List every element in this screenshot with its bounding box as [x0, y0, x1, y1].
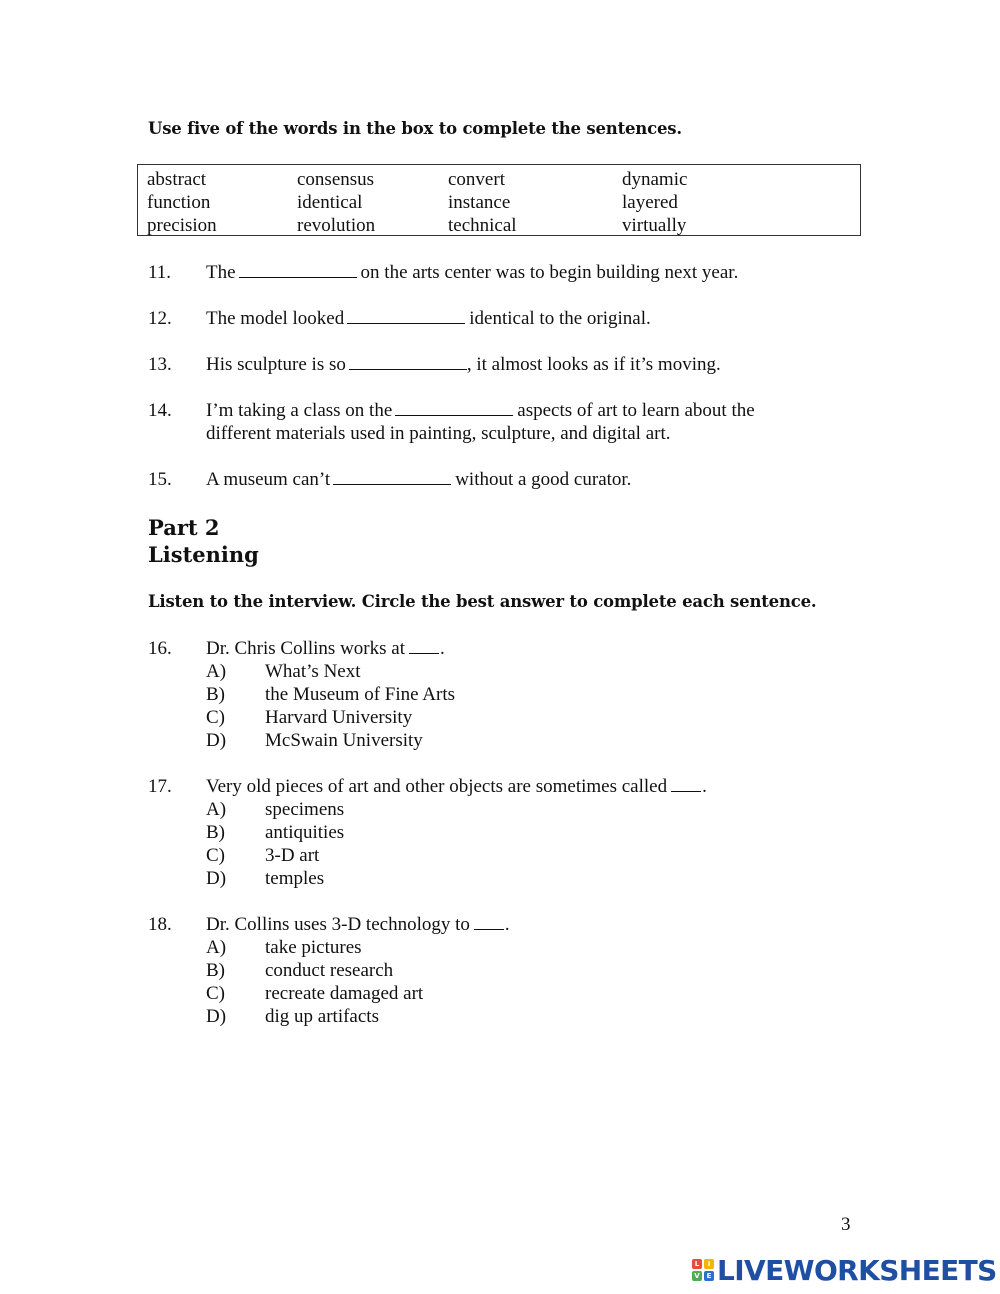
listening-instruction: Listen to the interview. Circle the best answer to complete each sentence.: [148, 592, 817, 611]
word: convert: [448, 169, 505, 190]
question-text: .: [439, 638, 445, 659]
option-letter[interactable]: A): [206, 937, 227, 958]
word: consensus: [297, 169, 375, 190]
option-letter[interactable]: D): [206, 868, 227, 889]
vocab-instruction: Use five of the words in the box to complete the sentences.: [148, 119, 682, 138]
question-number: 13.: [148, 354, 172, 375]
question-11: [206, 261, 846, 284]
option-text[interactable]: antiquities: [265, 822, 345, 843]
liveworksheets-logo[interactable]: [692, 1253, 997, 1287]
option-text[interactable]: the Museum of Fine Arts: [265, 684, 455, 705]
answer-blank: [671, 775, 701, 792]
word: virtually: [622, 215, 687, 236]
word: layered: [622, 192, 678, 213]
question-number: 12.: [148, 308, 172, 329]
word: revolution: [297, 215, 376, 236]
question-number: 18.: [148, 914, 172, 935]
question-number: 14.: [148, 400, 172, 421]
question-text: His sculpture is so: [206, 354, 346, 375]
answer-blank[interactable]: [333, 468, 451, 485]
word-box: [137, 164, 861, 236]
question-text: Very old pieces of art and other objects are sometimes called: [206, 776, 668, 797]
question-number: 17.: [148, 776, 172, 797]
question-14: [206, 399, 846, 445]
question-text: A museum can’t: [206, 469, 331, 490]
word: technical: [448, 215, 517, 236]
section-title: Listening: [148, 542, 259, 567]
logo-grid-icon: [692, 1259, 714, 1281]
question-text: aspects of art to learn about the: [517, 400, 755, 421]
question-number: 16.: [148, 638, 172, 659]
logo-tile: E: [704, 1271, 714, 1281]
word: precision: [147, 215, 217, 236]
question-18: [206, 913, 846, 936]
question-text: different materials used in painting, sculpture, and digital art.: [206, 423, 671, 444]
option-letter[interactable]: A): [206, 661, 227, 682]
option-text[interactable]: conduct research: [265, 960, 394, 981]
logo-tile: L: [692, 1259, 702, 1269]
brand-name: LIVEWORKSHEETS: [717, 1253, 997, 1287]
answer-blank[interactable]: [239, 261, 357, 278]
logo-tile: I: [704, 1259, 714, 1269]
option-letter[interactable]: B): [206, 822, 225, 843]
question-text: identical to the original.: [469, 308, 651, 329]
question-text: Dr. Chris Collins works at: [206, 638, 405, 659]
word: identical: [297, 192, 363, 213]
option-letter[interactable]: C): [206, 845, 225, 866]
question-text: , it almost looks as if it’s moving.: [466, 354, 721, 375]
logo-tile: V: [692, 1271, 702, 1281]
question-13: [206, 353, 846, 376]
option-text[interactable]: dig up artifacts: [265, 1006, 379, 1027]
option-letter[interactable]: D): [206, 1006, 227, 1027]
question-text: on the arts center was to begin building next year.: [360, 262, 739, 283]
answer-blank[interactable]: [395, 399, 513, 416]
question-number: 11.: [148, 262, 172, 283]
word: instance: [448, 192, 511, 213]
option-text[interactable]: specimens: [265, 799, 345, 820]
question-number: 15.: [148, 469, 172, 490]
question-text: The model looked: [206, 308, 345, 329]
word: function: [147, 192, 211, 213]
answer-blank: [409, 637, 439, 654]
question-text: .: [504, 914, 510, 935]
option-letter[interactable]: A): [206, 799, 227, 820]
option-text[interactable]: McSwain University: [265, 730, 423, 751]
answer-blank: [474, 913, 504, 930]
question-text: I’m taking a class on the: [206, 400, 393, 421]
option-letter[interactable]: D): [206, 730, 227, 751]
answer-blank[interactable]: [349, 353, 467, 370]
option-letter[interactable]: C): [206, 707, 225, 728]
question-text: without a good curator.: [455, 469, 632, 490]
option-text[interactable]: recreate damaged art: [265, 983, 424, 1004]
option-letter[interactable]: B): [206, 960, 225, 981]
word: abstract: [147, 169, 207, 190]
question-12: [206, 307, 846, 330]
option-letter[interactable]: B): [206, 684, 225, 705]
question-text: Dr. Collins uses 3-D technology to: [206, 914, 470, 935]
answer-blank[interactable]: [347, 307, 465, 324]
page-number: 3: [841, 1214, 851, 1235]
question-text: .: [702, 776, 707, 797]
option-letter[interactable]: C): [206, 983, 225, 1004]
question-text: The: [206, 262, 236, 283]
word: dynamic: [622, 169, 688, 190]
option-text[interactable]: temples: [265, 868, 325, 889]
option-text[interactable]: Harvard University: [265, 707, 413, 728]
question-17: [206, 775, 846, 798]
question-16: [206, 637, 846, 660]
option-text[interactable]: What’s Next: [265, 661, 361, 682]
option-text[interactable]: 3-D art: [265, 845, 320, 866]
option-text[interactable]: take pictures: [265, 937, 362, 958]
part-label: Part 2: [148, 515, 220, 540]
question-15: [206, 468, 846, 491]
